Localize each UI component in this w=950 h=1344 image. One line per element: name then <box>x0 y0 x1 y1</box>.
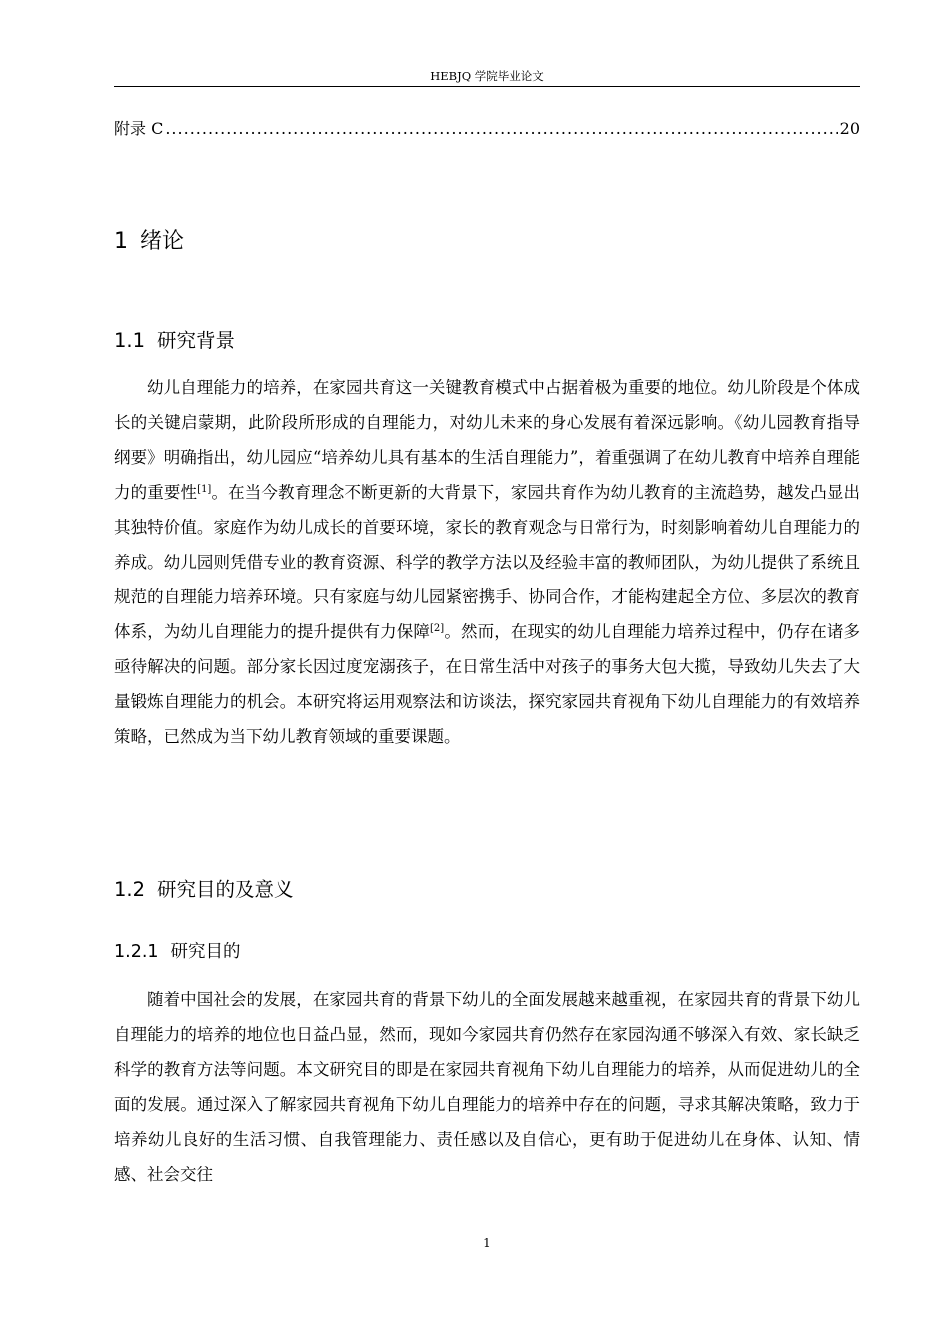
background-text-3: 。然而，在现实的幼儿自理能力培养过程中，仍存在诸多亟待解决的问题。部分家长因过度宠溺孩子，在日常生活中对孩子的事务大包大揽，导致幼儿失去了大量锻炼自理能力的机会。本研究将运用观察法和访谈法，探究家园共育视角下幼儿自理能力的有效培养策略，已然成为当下幼儿教育领域的重要课题。 <box>114 622 861 747</box>
running-header: HEBJQ 学院毕业论文 <box>430 69 544 83</box>
chapter-number: 1 <box>114 229 128 254</box>
background-paragraph <box>114 371 860 755</box>
background-text-2: 。在当今教育理念不断更新的大背景下，家园共育作为幼儿教育的主流趋势，越发凸显出其独特价值。家庭作为幼儿成长的首要环境，家长的教育观念与日常行为，时刻影响着幼儿自理能力的养成。幼儿园则凭借专业的教育资源、科学的教学方法以及经验丰富的教师团队，为幼儿提供了系统且规范的自理能力培养环境。只有家庭与幼儿园紧密携手、协同合作，才能构建起全方位、多层次的教育体系，为幼儿自理能力的提升提供有力保障 <box>114 482 861 642</box>
subsection-title: 研究目的 <box>170 942 241 962</box>
citation-2: [2] <box>430 623 445 635</box>
chapter-heading <box>114 224 184 255</box>
subsection-number: 1.2.1 <box>114 942 159 962</box>
subsection-heading-1-2-1 <box>114 938 241 963</box>
chapter-title: 绪论 <box>140 229 185 254</box>
page-number: 1 <box>483 1236 491 1250</box>
toc-leader-dots <box>165 119 837 138</box>
section-heading-1-1 <box>114 325 235 353</box>
section-number: 1.2 <box>114 878 146 901</box>
section-heading-1-2 <box>114 874 294 902</box>
toc-entry-page: 20 <box>839 119 860 138</box>
toc-entry-label: 附录 C <box>114 119 164 138</box>
section-title: 研究背景 <box>157 329 236 352</box>
toc-entry <box>114 116 860 140</box>
purpose-paragraph: 随着中国社会的发展，在家园共育的背景下幼儿的全面发展越来越重视，在家园共育的背景下幼儿自理能力的培养的地位也日益凸显，然而，现如今家园共育仍然存在家园沟通不够深入有效、家长缺乏科学的教育方法等问题。本文研究目的即是在家园共育视角下幼儿自理能力的培养，从而促进幼儿的全面的发展。通过深入了解家园共育视角下幼儿自理能力的培养中存在的问题，寻求其解决策略，致力于培养幼儿良好的生活习惯、自我管理能力、责任感以及自信心，更有助于促进幼儿在身体、认知、情感、社会交往 <box>114 990 860 1184</box>
section-number: 1.1 <box>114 329 146 352</box>
citation-1: [1] <box>197 483 212 495</box>
header-divider <box>114 86 860 87</box>
section-title: 研究目的及意义 <box>157 878 294 901</box>
background-text-1: 幼儿自理能力的培养，在家园共育这一关键教育模式中占据着极为重要的地位。幼儿阶段是个体成长的关键启蒙期，此阶段所形成的自理能力，对幼儿未来的身心发展有着深远影响。《幼儿园教育指导纲要》明确指出，幼儿园应“培养幼儿具有基本的生活自理能力”，着重强调了在幼儿教育中培养自理能力的重要性 <box>114 378 860 502</box>
